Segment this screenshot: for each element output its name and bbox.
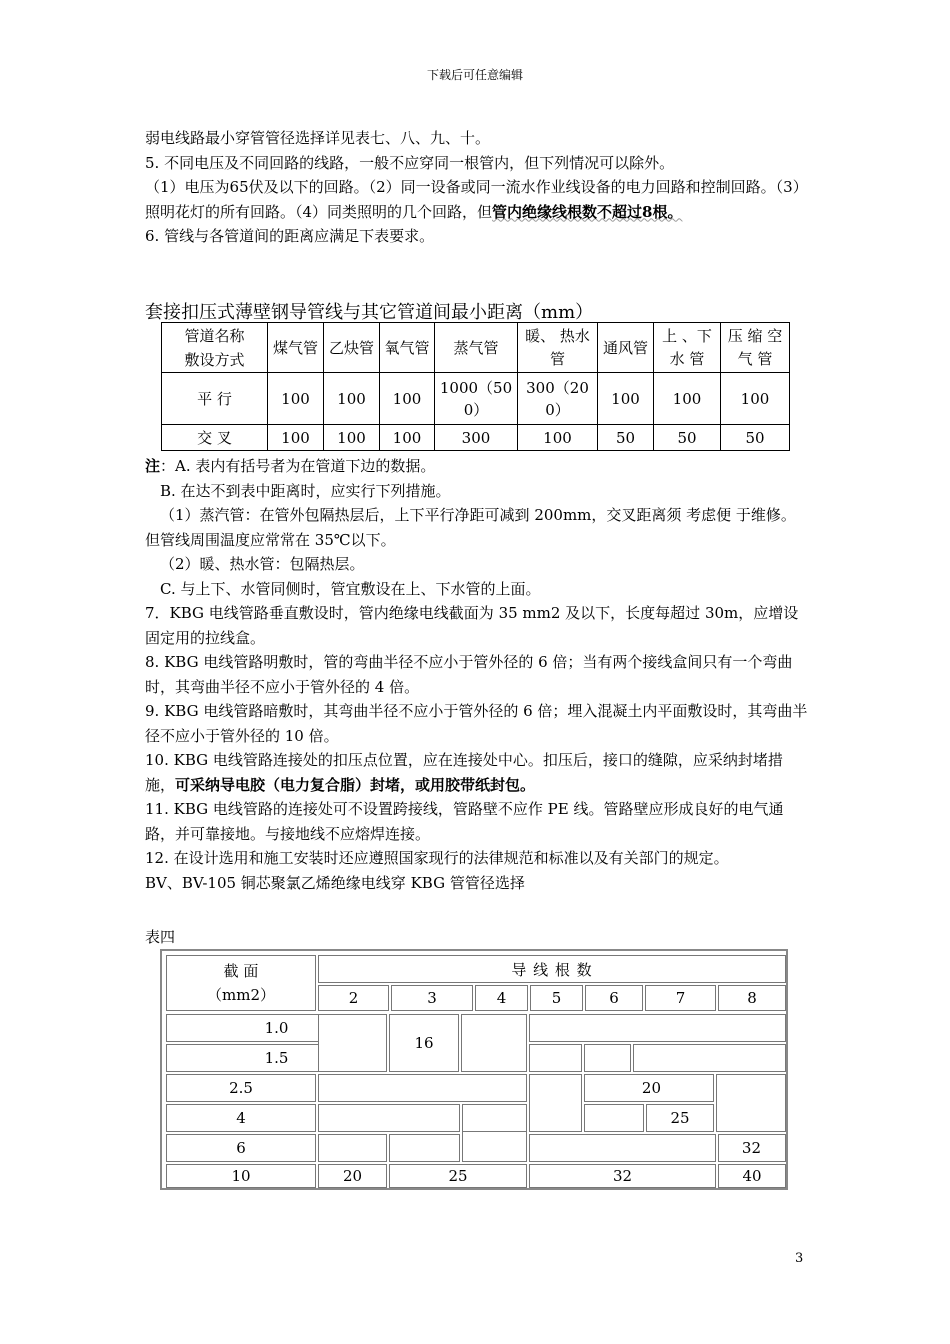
table1-cell: 1000（500）: [435, 373, 518, 425]
table1-cell: 100: [518, 425, 598, 451]
table1-header-cell: 上 、下 水 管: [654, 323, 721, 373]
table4-value-cell: 32: [718, 1134, 786, 1162]
table4-empty-cell: [318, 1014, 387, 1072]
distance-table: [161, 322, 790, 451]
table4-empty-cell: [529, 1134, 716, 1162]
table4-value-cell: 25: [646, 1104, 714, 1132]
bold-limit-text: 管内绝缘线根数不超过8根。: [492, 202, 683, 221]
table4-count-header: 4: [475, 985, 528, 1011]
table4-empty-cell: [584, 1044, 631, 1072]
table4-count-header: 3: [391, 985, 473, 1011]
table4-title: 表四: [145, 928, 176, 946]
table4-section-header: 截 面 （mm2）: [166, 955, 316, 1011]
note-c: C. 与上下、水管同侧时，管宜敷设在上、下水管的上面。: [160, 579, 541, 598]
table1-cell: 100: [598, 373, 654, 425]
bv-caption: BV、BV-105 铜芯聚氯乙烯绝缘电线穿 KBG 管管径选择: [145, 873, 525, 892]
paragraph-weak-current: 弱电线路最小穿管管径选择详见表七、八、九、十。: [145, 129, 491, 147]
table4-row-label: 4: [166, 1104, 316, 1132]
bold-seal-text: 可采纳导电胶（电力复合脂）封堵，或用胶带纸封包。: [175, 775, 536, 794]
table1-cell: 100: [654, 373, 721, 425]
paragraph-7: 7．KBG 电线管路垂直敷设时，管内绝缘电线截面为 35 mm2 及以下，长度每超过 30m，应增设固定用的拉线盒。: [145, 604, 799, 647]
table4-count-header: 5: [530, 985, 583, 1011]
note-b2: （2）暖、热水管：包隔热层。: [160, 555, 365, 573]
conduit-table: [160, 949, 788, 1190]
table4-value-cell: 16: [389, 1014, 459, 1072]
table1-title: 套接扣压式薄壁钢导管线与其它管道间最小距离（mm）: [145, 302, 594, 323]
table1-cell: 100: [268, 425, 324, 451]
table1-cell: 100: [268, 373, 324, 425]
table1-row-cross: [162, 425, 790, 451]
table4-value-cell: 25: [389, 1164, 527, 1188]
table1-cell: 50: [654, 425, 721, 451]
table1-cell: 100: [380, 425, 435, 451]
page-header: 下载后可任意编辑: [426, 68, 523, 82]
table4-empty-cell: [389, 1134, 460, 1162]
paragraph-5: 5. 不同电压及不同回路的线路，一般不应穿同一根管内，但下列情况可以除外。: [145, 153, 675, 172]
table1-header-cell: 蒸气管: [435, 323, 518, 373]
table4-empty-cell: [633, 1044, 786, 1072]
note-b1: （1）蒸汽管：在管外包隔热层后，上下平行净距可减到 200mm，交叉距离须 考虑便 于维修。但管线周围温度应常常在 35℃以下。: [145, 506, 796, 549]
paragraph-10: 10. KBG 电线管路连接处的扣压点位置，应在连接处中心。扣压后，接口的缝隙，应采纳封堵措施，可采纳导电胶（电力复合脂）封堵，或用胶带纸封包。: [145, 751, 783, 794]
table4-count-header: 6: [585, 985, 643, 1011]
table1-corner-cell: 管道名称 敷设方式: [162, 323, 268, 373]
table1-header-cell: 氧气管: [380, 323, 435, 373]
table1-row-label: 平 行: [162, 373, 268, 425]
table4-empty-cell: [529, 1044, 582, 1072]
paragraph-8: 8. KBG 电线管路明敷时，管的弯曲半径不应小于管外径的 6 倍；当有两个接线盒间只有一个弯曲时，其弯曲半径不应小于管外径的 4 倍。: [145, 653, 793, 696]
table4-value-cell: 20: [318, 1164, 387, 1188]
table1-header-cell: 暖、 热水 管: [518, 323, 598, 373]
table4-count-header: 2: [318, 985, 389, 1011]
table4-empty-cell: [529, 1074, 582, 1132]
note-a: 注：A. 表内有括号者为在管道下边的数据。: [145, 457, 436, 475]
table1-cell: 100: [324, 373, 380, 425]
table4-value-cell: 40: [718, 1164, 786, 1188]
paragraph-6: 6. 管线与各管道间的距离应满足下表要求。: [145, 227, 435, 245]
paragraph-9: 9. KBG 电线管路暗敷时，其弯曲半径不应小于管外径的 6 倍；埋入混凝土内平面敷设时，其弯曲半径不应小于管外径的 10 倍。: [145, 702, 808, 745]
table1-cell: 50: [598, 425, 654, 451]
table4-empty-cell: [461, 1014, 527, 1072]
table1-row-parallel: [162, 373, 790, 425]
paragraph-12: 12. 在设计选用和施工安装时还应遵照国家现行的法律规范和标准以及有关部门的规定。: [145, 849, 729, 867]
table1-header-cell: 乙炔管: [324, 323, 380, 373]
table4-empty-cell: [529, 1014, 786, 1042]
table4-count-header: 7: [645, 985, 716, 1011]
table4-empty-cell: [462, 1104, 527, 1162]
paragraph-11: 11. KBG 电线管路的连接处可不设置跨接线，管路壁不应作 PE 线。管路壁应形成良好的电气通路，并可靠接地。与接地线不应熔焊连接。: [145, 800, 784, 843]
table4-group-header: 导 线 根 数: [318, 955, 786, 983]
table4-row-label: 1.5: [166, 1044, 387, 1072]
table4-row-label: 6: [166, 1134, 316, 1162]
table4-row-label: 10: [166, 1164, 316, 1188]
table1-header-cell: 通风管: [598, 323, 654, 373]
table1-header-cell: 煤气管: [268, 323, 324, 373]
table4-empty-cell: [318, 1074, 527, 1102]
table4-count-header: 8: [718, 985, 786, 1011]
table4-empty-cell: [584, 1104, 644, 1132]
table1-cell: 50: [721, 425, 790, 451]
table1-cell: 100: [324, 425, 380, 451]
page-number: 3: [795, 1251, 804, 1266]
table4-value-cell: 32: [529, 1164, 716, 1188]
table4-row-label: 2.5: [166, 1074, 316, 1102]
note-b: B. 在达不到表中距离时，应实行下列措施。: [160, 481, 451, 500]
table1-cell: 300（200）: [518, 373, 598, 425]
table4-row-label: 1.0: [166, 1014, 387, 1042]
table1-cell: 100: [721, 373, 790, 425]
table1-header-row: [162, 323, 790, 373]
table4-empty-cell: [318, 1104, 460, 1132]
notes-block: [145, 454, 810, 895]
table4-value-cell: 20: [584, 1074, 714, 1102]
paragraph-5-items: （1）电压为65伏及以下的回路。（2）同一设备或同一流水作业线设备的电力回路和控制回路。（3）照明花灯的所有回路。（4）同类照明的几个回路，但管内绝缘线根数不超过8根。: [145, 178, 808, 221]
table4-empty-cell: [716, 1074, 786, 1132]
body-text-top: [145, 126, 810, 249]
table1-cell: 300: [435, 425, 518, 451]
table1-row-label: 交 叉: [162, 425, 268, 451]
table1-header-cell: 压 缩 空 气 管: [721, 323, 790, 373]
table4-empty-cell: [318, 1134, 387, 1162]
table1-cell: 100: [380, 373, 435, 425]
